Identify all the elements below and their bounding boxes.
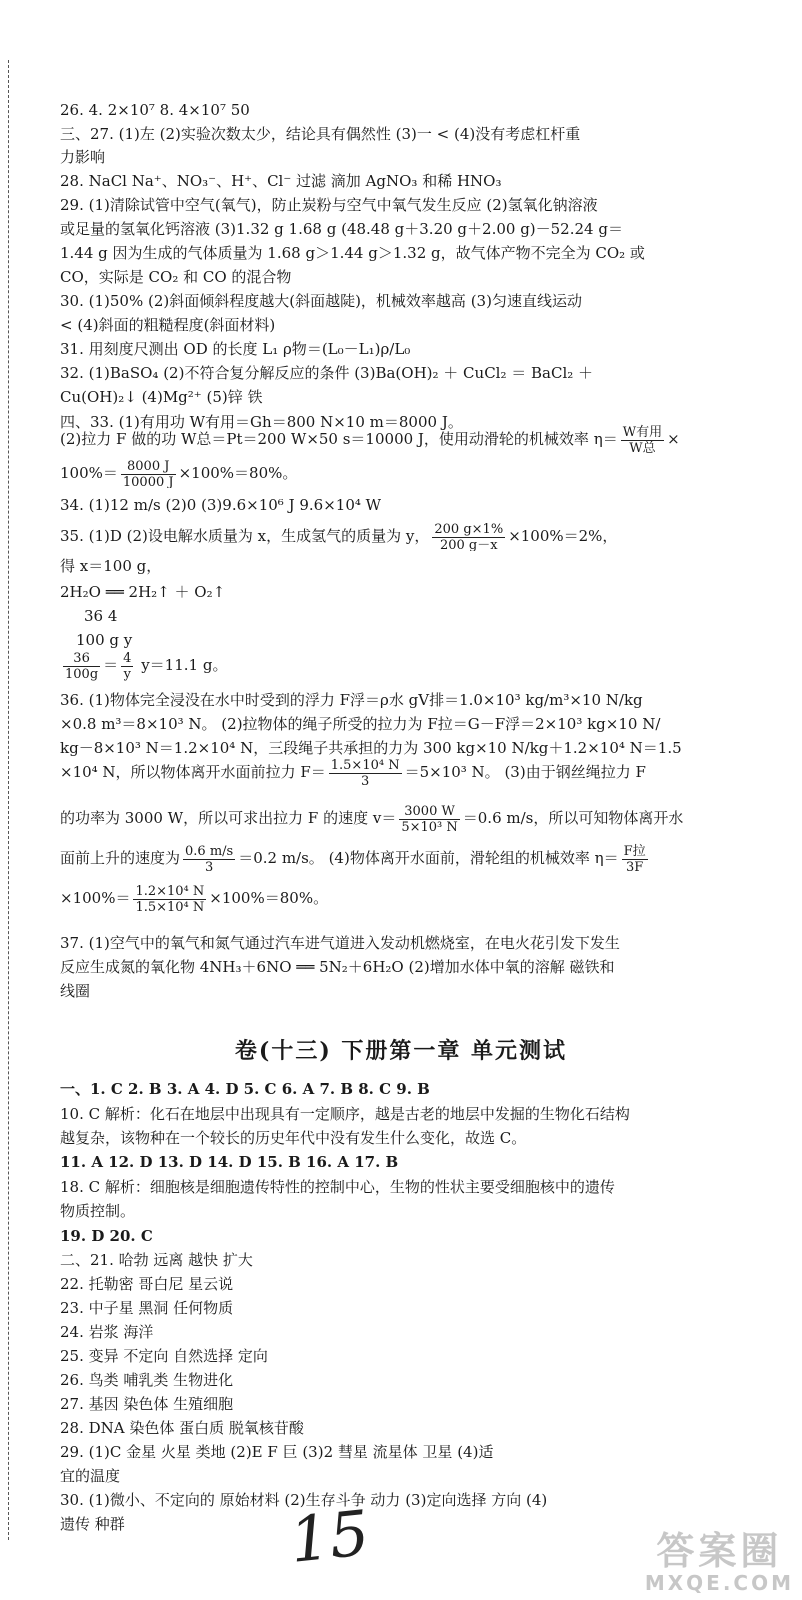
answer-36-line2: ×0.8 m³＝8×10³ N。 (2)拉物体的绳子所受的拉力为 F拉＝G－F浮＝2×10³ kg×10 N/ [60, 715, 661, 733]
answer-29-line4: CO，实际是 CO₂ 和 CO 的混合物 [60, 268, 292, 286]
text: y＝11.1 g。 [136, 656, 228, 674]
denominator: 10000 J [122, 474, 174, 488]
answer-29-line2: 或足量的氢氧化钙溶液 (3)1.32 g 1.68 g (48.48 g＋3.20 g＋2.00 g)－52.24 g＝ [60, 220, 623, 238]
text: ×100%＝80%。 [178, 464, 298, 482]
text: ＝ [103, 656, 119, 674]
denominator: 3 [204, 859, 214, 874]
denominator: 3 [361, 773, 370, 788]
s-answer-10-line1: 10. C 解析：化石在地层中出现具有一定顺序，越是古老的地层中发掘的生物化石结构 [60, 1105, 630, 1123]
answer-33-line1: 四、33. (1)有用功 W有用＝Gh＝800 N×10 m＝8000 J。 [60, 413, 463, 431]
s-answer-24: 24. 岩浆 海洋 [60, 1323, 154, 1341]
answer-29-line3: 1.44 g 因为生成的气体质量为 1.68 g＞1.44 g＞1.32 g，故气体产物不完全为 CO₂ 或 [60, 244, 645, 262]
s-answer-22: 22. 托勒密 哥白尼 星云说 [60, 1275, 234, 1293]
denominator: 1.5×10⁴ N [135, 899, 205, 914]
text: (2)拉力 F 做的功 W总＝Pt＝200 W×50 s＝10000 J，使用动滑轮的机械效率 η＝ [60, 430, 618, 448]
numerator: 1.2×10⁴ N [135, 883, 205, 899]
text: ＝5×10³ N。 (3)由于钢丝绳拉力 F [404, 763, 646, 781]
answer-35-masses: 36 4 [84, 607, 118, 625]
s-answer-18-line2: 物质控制。 [60, 1202, 136, 1220]
fraction [121, 651, 133, 682]
answer-35-values: 100 g y [76, 631, 133, 649]
denominator: y [123, 666, 131, 682]
answer-36-line7 [60, 882, 756, 914]
fraction [121, 459, 176, 489]
answer-33-line2 [60, 424, 756, 454]
answer-37-line1: 37. (1)空气中的氧气和氮气通过汽车进气道进入发动机燃烧室，在电火花引发下发生 [60, 934, 620, 952]
answer-27-line1: 三、27. (1)左 (2)实验次数太少，结论具有偶然性 (3)一 < (4)没有考虑杠杆重 [60, 125, 581, 143]
fraction [622, 844, 648, 875]
denominator: 100g [65, 666, 99, 682]
fraction [621, 425, 664, 455]
s-answer-21: 二、21. 哈勃 远离 越快 扩大 [60, 1251, 253, 1269]
s-answer-29-line2: 宜的温度 [60, 1467, 121, 1485]
denominator: 200 g－x [439, 537, 498, 551]
s-answer-10-line2: 越复杂，该物种在一个较长的历史年代中没有发生什么变化，故选 C。 [60, 1129, 527, 1147]
s-answer-11-17: 11. A 12. D 13. D 14. D 15. B 16. A 17. B [60, 1153, 399, 1171]
fraction [133, 884, 206, 915]
answer-27-line2: 力影响 [60, 148, 106, 166]
answer-32-line1: 32. (1)BaSO₄ (2)不符合复分解反应的条件 (3)Ba(OH)₂ ＋ CuCl₂ ＝ BaCl₂ ＋ [60, 364, 594, 382]
s-answer-19-20: 19. D 20. C [60, 1227, 153, 1245]
answer-35-line2: 得 x＝100 g， [60, 557, 162, 575]
fraction [183, 844, 235, 875]
numerator: 1.5×10⁴ N [330, 757, 400, 773]
text: 100%＝ [60, 464, 118, 482]
section-title: 卷(十三) 下册第一章 单元测试 [234, 1038, 568, 1064]
numerator: 8000 J [121, 459, 176, 475]
s-answer-27: 27. 基因 染色体 生殖细胞 [60, 1395, 234, 1413]
fraction [63, 651, 100, 682]
s-answer-29-line1: 29. (1)C 金星 火星 类地 (2)E F 巨 (3)2 彗星 流星体 卫星 (4)适 [60, 1443, 494, 1461]
text: ×100%＝80%。 [209, 889, 329, 907]
text: 的功率为 3000 W，所以可求出拉力 F 的速度 v＝ [60, 809, 397, 827]
s-answer-30-line2: 遗传 种群 [60, 1515, 125, 1533]
watermark-logo [645, 1530, 794, 1594]
answer-29-line1: 29. (1)清除试管中空气(氧气)，防止炭粉与空气中氧气发生反应 (2)氢氧化钠溶液 [60, 196, 598, 214]
text: ＝0.6 m/s，所以可知物体离开水 [462, 809, 684, 827]
answer-35-equation: 2H₂O ══ 2H₂↑ ＋ O₂↑ [60, 583, 226, 601]
answer-28: 28. NaCl Na⁺、NO₃⁻、H⁺、Cl⁻ 过滤 滴加 AgNO₃ 和稀 HNO₃ [60, 172, 502, 190]
fraction [329, 758, 402, 789]
answer-33-line3 [60, 458, 756, 488]
answer-37-line3: 线圈 [60, 982, 91, 1000]
numerator: 3000 W [399, 804, 459, 820]
s-answer-28: 28. DNA 染色体 蛋白质 脱氧核苷酸 [60, 1419, 304, 1437]
s-answer-1-9: 一、1. C 2. B 3. A 4. D 5. C 6. A 7. B 8. C 9. B [60, 1080, 430, 1098]
text: 面前上升的速度为 [60, 849, 181, 867]
denominator: 3F [625, 859, 644, 874]
numerator: 200 g×1% [434, 521, 504, 537]
numerator: F拉 [623, 843, 646, 859]
text: ＝0.2 m/s。 (4)物体离开水面前，滑轮组的机械效率 η＝ [238, 849, 619, 867]
s-answer-26: 26. 鸟类 哺乳类 生物进化 [60, 1371, 234, 1389]
s-answer-23: 23. 中子星 黑洞 任何物质 [60, 1299, 234, 1317]
handwritten-page-number: 15 [286, 1496, 373, 1577]
answer-36-line1: 36. (1)物体完全浸没在水中时受到的浮力 F浮＝ρ水 gV排＝1.0×10³ kg/m³×10 N/kg [60, 691, 643, 709]
fraction [432, 522, 505, 552]
answer-37-line2: 反应生成氮的氧化物 4NH₃＋6NO ══ 5N₂＋6H₂O (2)增加水体中氧的溶解 磁铁和 [60, 958, 615, 976]
s-answer-18-line1: 18. C 解析：细胞核是细胞遗传特性的控制中心，生物的性状主要受细胞核中的遗传 [60, 1178, 615, 1196]
text: ×100%＝2%， [508, 527, 618, 545]
answer-26: 26. 4. 2×10⁷ 8. 4×10⁷ 50 [60, 101, 250, 119]
fraction [399, 804, 459, 835]
numerator: 4 [123, 650, 132, 666]
text: ×10⁴ N，所以物体离开水面前拉力 F＝ [60, 763, 326, 781]
denominator: 5×10³ N [401, 819, 458, 834]
answer-32-line2: Cu(OH)₂↓ (4)Mg²⁺ (5)锌 铁 [60, 388, 263, 406]
answer-35-line1 [60, 521, 756, 551]
answer-31: 31. 用刻度尺测出 OD 的长度 L₁ ρ物＝(L₀－L₁)ρ/L₀ [60, 340, 411, 358]
text: 35. (1)D (2)设电解水质量为 x，生成氢气的质量为 y， [60, 527, 430, 545]
denominator: W总 [629, 440, 656, 454]
text: × [667, 430, 680, 448]
watermark-sub: MXQE.COM [644, 1571, 794, 1595]
numerator: 0.6 m/s [185, 843, 234, 859]
s-answer-25: 25. 变异 不定向 自然选择 定向 [60, 1347, 268, 1365]
answer-35-proportion [60, 648, 756, 682]
answer-36-line4 [60, 756, 756, 788]
numerator: W有用 [622, 424, 663, 440]
numerator: 36 [63, 651, 100, 667]
text: ×100%＝ [60, 889, 131, 907]
watermark-main: 答案圈 [656, 1529, 783, 1573]
answer-34: 34. (1)12 m/s (2)0 (3)9.6×10⁶ J 9.6×10⁴ W [60, 496, 382, 514]
binding-dashed-line [8, 60, 9, 1540]
answer-30-line1: 30. (1)50% (2)斜面倾斜程度越大(斜面越陡)，机械效率越高 (3)匀速直线运动 [60, 292, 582, 310]
s-answer-30-line1: 30. (1)微小、不定向的 原始材料 (2)生存斗争 动力 (3)定向选择 方向 (4) [60, 1491, 548, 1509]
answer-30-line2: < (4)斜面的粗糙程度(斜面材料) [60, 316, 276, 334]
answer-36-line6 [60, 842, 756, 874]
answer-36-line3: kg－8×10³ N＝1.2×10⁴ N，三段绳子共承担的力为 300 kg×10 N/kg＋1.2×10⁴ N＝1.5 [60, 739, 682, 757]
answer-36-line5 [60, 802, 756, 834]
